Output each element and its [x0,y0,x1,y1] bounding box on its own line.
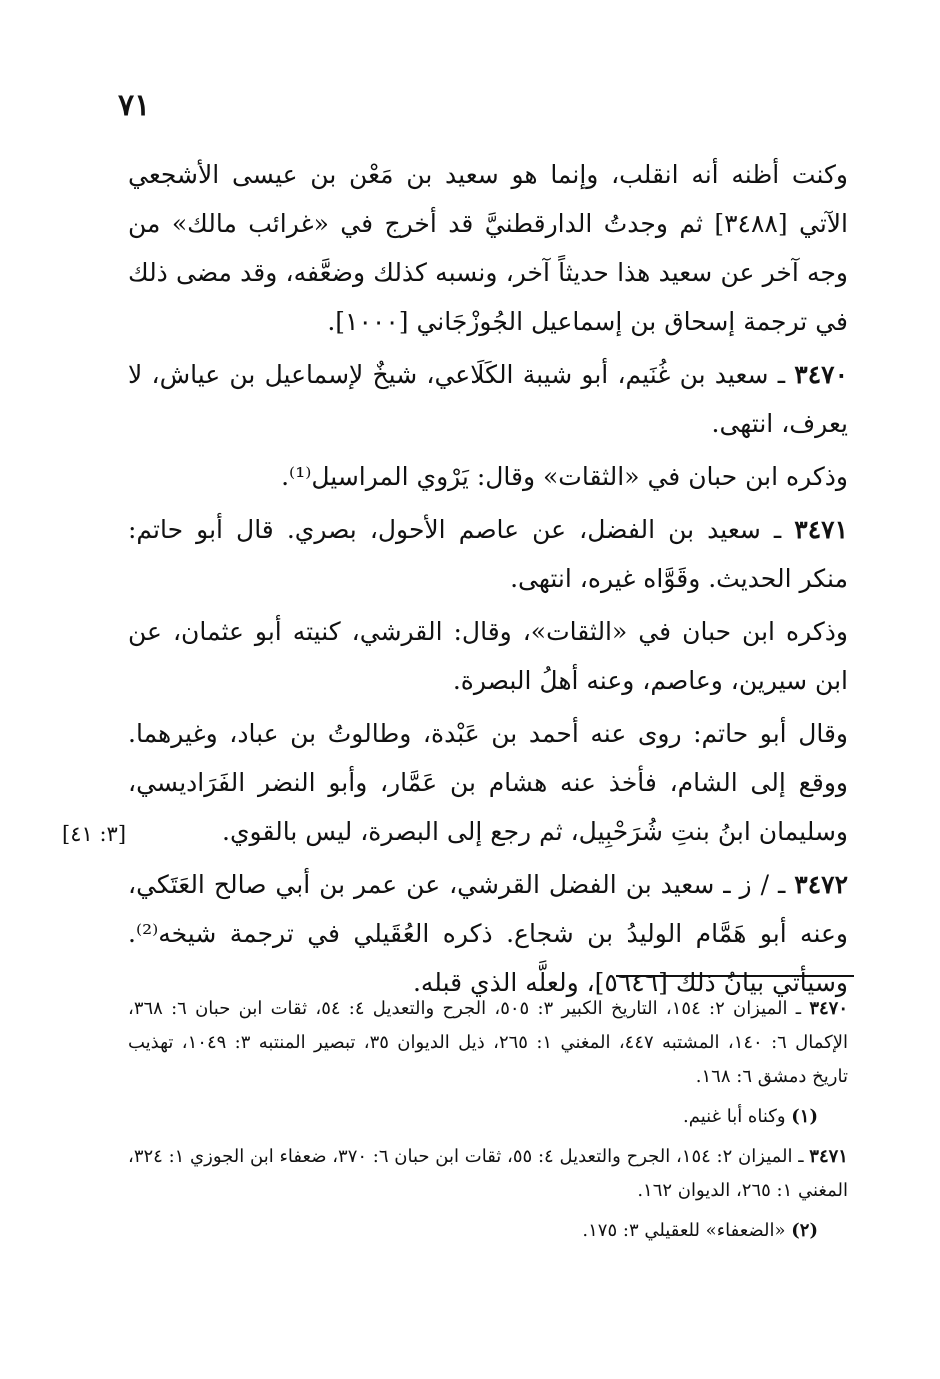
footnote-source [128,1140,848,1208]
footnote-number: ٣٤٧١ [809,1146,848,1167]
entry-text: ـ سعيد بن غُنَيم، أبو شيبة الكَلَاعي، شيخٌ لإسماعيل بن عياش، لا يعرف، انتهى. [128,360,848,438]
entry-text: ـ سعيد بن الفضل، عن عاصم الأحول، بصري. قال أبو حاتم: منكر الحديث. وقَوَّاه غيره، انتهى. [128,515,848,593]
footnote-text: ـ الميزان ٢: ١٥٤، الجرح والتعديل ٤: ٥٥، ثقات ابن حبان ٦: ٣٧٠، ضعفاء ابن الجوزي ١: ٣٢٤، المغني ١: ٢٦٥، الديوان ١٦٢. [128,1146,848,1201]
paragraph: وذكره ابن حبان في «الثقات» وقال: يَرْوي المراسيل⁽¹⁾. [281,462,848,491]
entry-paragraph [128,350,848,448]
entry-paragraph [128,860,848,1007]
footnote-source [128,992,848,1094]
entry-paragraph [128,505,848,603]
entry-number: ٣٤٧٢ [794,870,848,899]
entry-number: ٣٤٧١ [794,515,848,544]
footnote-number: (٢) [791,1220,818,1241]
footnote-note [128,1214,818,1248]
footnote-text: ـ الميزان ٢: ١٥٤، التاريخ الكبير ٣: ٥٠٥، الجرح والتعديل ٤: ٥٤، ثقات ابن حبان ٦: ٣٦٨، الإكمال ٦: ١٤٠، المشتبه ٤٤٧، المغني ١: ٢٦٥، ذيل الديوان ٣٥، تبصير المنتبه ٣: ١٠٤٩، تهذيب تاريخ دمشق ٦: ١٦٨. [128,998,848,1087]
entry-number: ٣٤٧٠ [794,360,848,389]
main-text [128,150,848,1011]
paragraph: وقال أبو حاتم: روى عنه أحمد بن عَبْدة، وطالوتُ بن عباد، وغيرهما. ووقع إلى الشام، فأخذ عنه هشام بن عَمَّار، وأبو النضر الفَرَاديسي، وسليمان ابنُ بنتِ شُرَحْبِيل، ثم رجع إلى البصرة، ليس بالقوي. [128,719,848,846]
paragraph: وكنت أظنه أنه انقلب، وإنما هو سعيد بن مَعْن بن عيسى الأشجعي الآتي [٣٤٨٨] ثم وجدتُ الدارقطنيَّ قد أخرج في «غرائب مالك» من وجه آخر عن سعيد هذا حديثاً آخر، ونسبه كذلك وضعَّفه، وقد مضى ذلك في ترجمة إسحاق بن إسماعيل الجُوزْجَاني [١٠٠٠]. [128,160,849,336]
footnote-number: (١) [791,1106,818,1127]
footnotes [128,992,848,1254]
page-number: ٧١ [118,88,151,123]
entry-text: ـ / ز ـ سعيد بن الفضل القرشي، عن عمر بن أبي صالح العَتَكي، وعنه أبو هَمَّام الوليدُ بن شجاع. ذكره العُقَيلي في ترجمة شيخه⁽²⁾. وسيأتي بيانُ ذلك [٥٦٤٦]، ولعلَّه الذي قبله. [128,870,848,997]
margin-reference: [٣: ٤١] [62,822,127,846]
footnote-text: «الضعفاء» للعقيلي ٣: ١٧٥. [582,1220,792,1241]
footnote-number: ٣٤٧٠ [809,998,848,1019]
footnote-text: وكناه أبا غنيم. [683,1106,792,1127]
footnote-note [128,1100,818,1134]
footnote-divider [616,975,854,977]
paragraph: وذكره ابن حبان في «الثقات»، وقال: القرشي، كنيته أبو عثمان، عن ابن سيرين، وعاصم، وعنه أهلُ البصرة. [128,617,848,695]
